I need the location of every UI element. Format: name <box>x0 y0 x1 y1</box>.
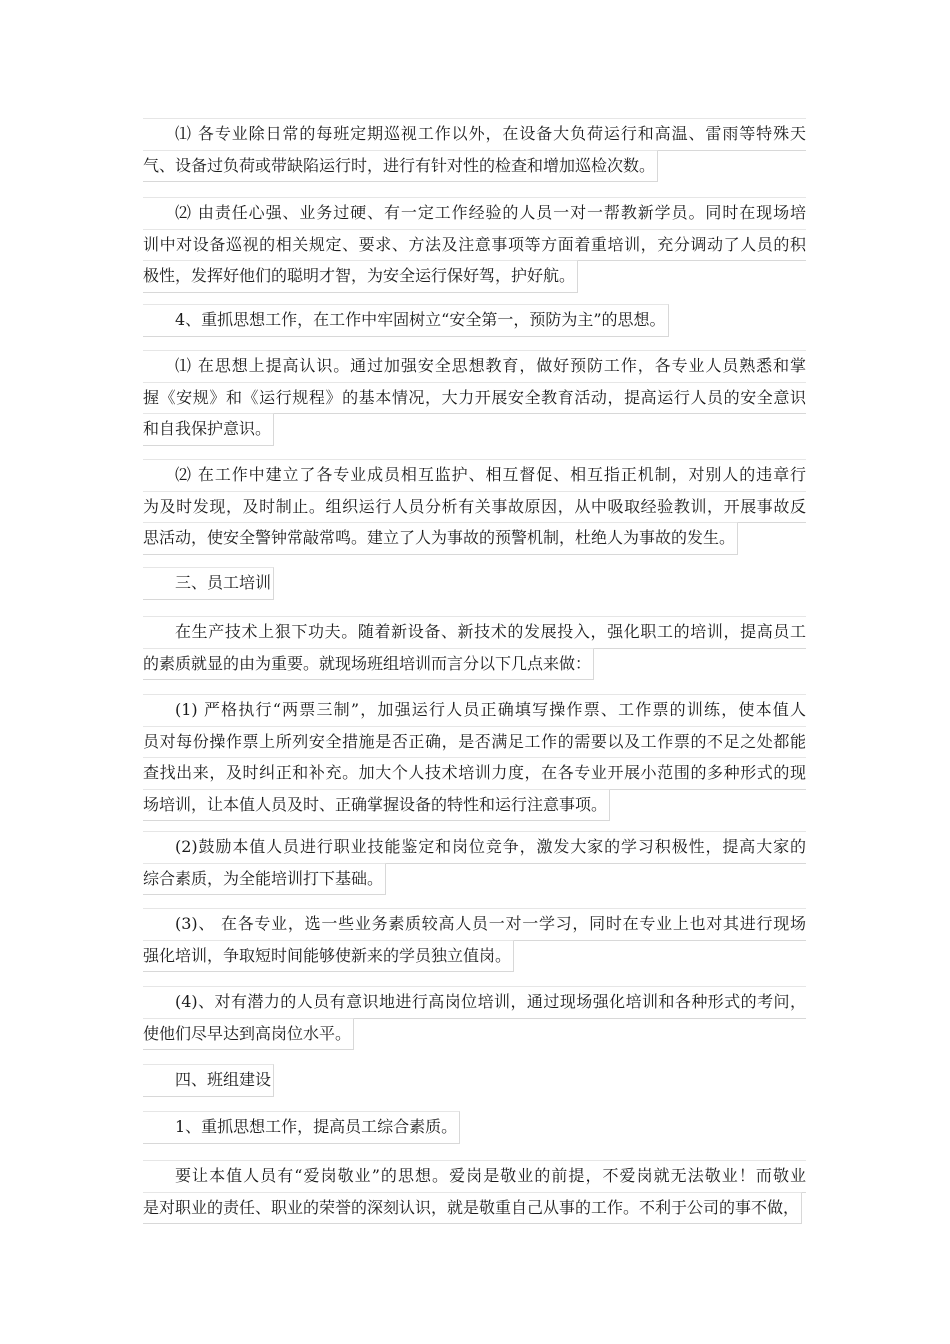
text-line: ⑵ 在工作中建立了各专业成员相互监护、相互督促、相互指正机制，对别人的违章行 <box>143 459 806 492</box>
text-line: (3)、 在各专业，选一些业务素质较高人员一对一学习，同时在专业上也对其进行现场 <box>143 908 806 941</box>
text-line: 为及时发现，及时制止。组织运行人员分析有关事故原因，从中吸取经验教训，开展事故反 <box>143 491 806 524</box>
paragraph-training-1 <box>143 695 806 821</box>
text-line: 极性，发挥好他们的聪明才智，为安全运行保好驾，护好航。 <box>143 260 578 293</box>
text-line: 1、重抓思想工作，提高员工综合素质。 <box>143 1111 460 1144</box>
text-line: 和自我保护意识。 <box>143 413 274 446</box>
text-line: ⑵ 由责任心强、业务过硬、有一定工作经验的人员一对一帮教新学员。同时在现场培 <box>143 197 806 230</box>
text-line: 强化培训，争取短时间能够使新来的学员独立值岗。 <box>143 940 514 973</box>
text-line: 四、班组建设 <box>143 1064 274 1097</box>
text-line: ⑴ 在思想上提高认识。通过加强安全思想教育，做好预防工作，各专业人员熟悉和掌 <box>143 350 806 383</box>
text-line: 使他们尽早达到高岗位水平。 <box>143 1018 354 1051</box>
text-line: (1) 严格执行“两票三制”，加强运行人员正确填写操作票、工作票的训练，使本值人 <box>143 694 806 727</box>
section-heading-team-building <box>143 1065 806 1097</box>
paragraph-training-2 <box>143 832 806 895</box>
text-line: 综合素质，为全能培训打下基础。 <box>143 863 386 896</box>
paragraph-safety-2 <box>143 460 806 555</box>
text-line: 气、设备过负荷或带缺陷运行时，进行有针对性的检查和增加巡检次数。 <box>143 150 658 183</box>
text-line: 员对每份操作票上所列安全措施是否正确，是否满足工作的需要以及工作票的不足之处都能 <box>143 726 806 759</box>
text-line: ⑴ 各专业除日常的每班定期巡视工作以外，在设备大负荷运行和高温、雷雨等特殊天 <box>143 118 806 151</box>
text-line: 训中对设备巡视的相关规定、要求、方法及注意事项等方面着重培训，充分调动了人员的积 <box>143 229 806 262</box>
paragraph-training-3 <box>143 909 806 972</box>
text-line: 思活动，使安全警钟常敲常鸣。建立了人为事故的预警机制，杜绝人为事故的发生。 <box>143 522 738 555</box>
text-line: (2)鼓励本值人员进行职业技能鉴定和岗位竞争，激发大家的学习积极性，提高大家的 <box>143 831 806 864</box>
paragraph-heading-safety-thinking <box>143 305 806 337</box>
text-line: 在生产技术上狠下功夫。随着新设备、新技术的发展投入，强化职工的培训，提高员工 <box>143 616 806 649</box>
text-line: 握《安规》和《运行规程》的基本情况，大力开展安全教育活动，提高运行人员的安全意识 <box>143 382 806 415</box>
section-heading-staff-training <box>143 568 806 600</box>
paragraph-training-4 <box>143 987 806 1050</box>
paragraph-inspection-2 <box>143 198 806 293</box>
paragraph-love-job <box>143 1161 806 1224</box>
text-line: 场培训，让本值人员及时、正确掌握设备的特性和运行注意事项。 <box>143 789 610 822</box>
text-line: 查找出来，及时纠正和补充。加大个人技术培训力度，在各专业开展小范围的多种形式的现 <box>143 757 806 790</box>
paragraph-training-intro <box>143 617 806 680</box>
text-line: 三、员工培训 <box>143 567 274 600</box>
text-line: 的素质就显的由为重要。就现场班组培训而言分以下几点来做： <box>143 648 594 681</box>
text-line: 是对职业的责任、职业的荣誉的深刻认识，就是敬重自己从事的工作。不利于公司的事不做， <box>143 1192 802 1225</box>
paragraph-heading-thinking-work <box>143 1112 806 1144</box>
text-line: (4)、对有潜力的人员有意识地进行高岗位培训，通过现场强化培训和各种形式的考问， <box>143 986 806 1019</box>
paragraph-safety-1 <box>143 351 806 446</box>
text-line: 要让本值人员有“爱岗敬业”的思想。爱岗是敬业的前提，不爱岗就无法敬业！而敬业 <box>143 1160 806 1193</box>
text-line: 4、重抓思想工作，在工作中牢固树立“安全第一，预防为主”的思想。 <box>143 304 669 337</box>
paragraph-inspection-1 <box>143 119 806 182</box>
